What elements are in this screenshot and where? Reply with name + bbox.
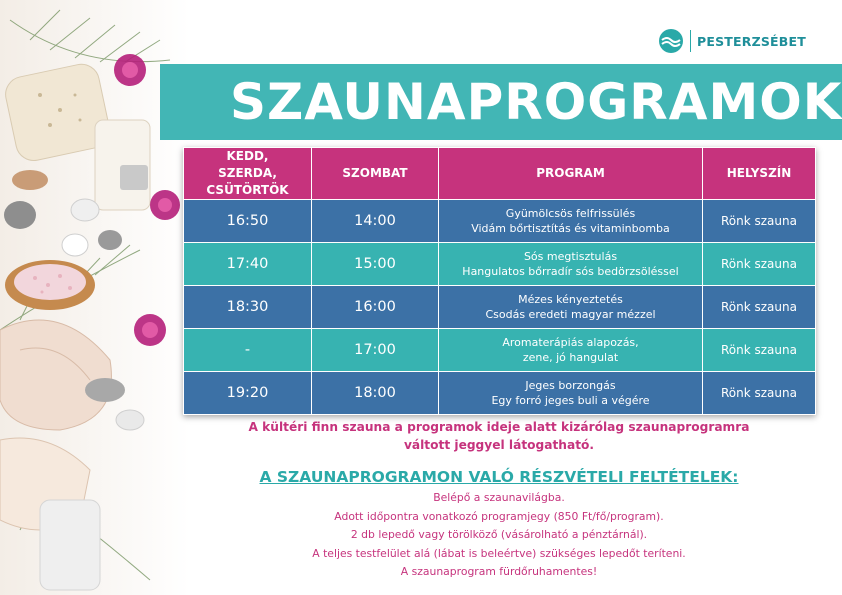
location-cell: Rönk szauna <box>703 200 816 243</box>
header-saturday: SZOMBAT <box>312 148 439 200</box>
note-line-1: A kültéri finn szauna a programok ideje alatt kizárólag szaunaprogramra <box>248 420 750 434</box>
header-weekdays: KEDD, SZERDA, CSÜTÖRTÖK <box>184 148 312 200</box>
weekday-time-cell: 16:50 <box>184 200 312 243</box>
title-banner <box>160 64 842 140</box>
saturday-time-cell: 16:00 <box>312 286 439 329</box>
saturday-time-cell: 18:00 <box>312 372 439 415</box>
header-location: HELYSZÍN <box>703 148 816 200</box>
schedule-table <box>183 147 816 415</box>
table-row <box>184 329 816 372</box>
program-cell <box>439 286 703 329</box>
condition-item: A szaunaprogram fürdőruhamentes! <box>400 565 598 578</box>
program-description: Vidám bőrtisztítás és vitaminbomba <box>471 222 670 235</box>
sauna-access-note <box>183 418 815 454</box>
program-title: Gyümölcsös felfrissülés <box>505 207 636 220</box>
table-row <box>184 286 816 329</box>
conditions-title: A SZAUNAPROGRAMON VALÓ RÉSZVÉTELI FELTÉTELEK: <box>259 468 739 486</box>
program-cell <box>439 372 703 415</box>
condition-item: Belépő a szaunavilágba. <box>433 491 565 504</box>
pesterzsebet-logo <box>658 28 806 54</box>
weekday-time-cell: - <box>184 329 312 372</box>
program-description: Egy forró jeges buli a végére <box>491 394 650 407</box>
location-cell: Rönk szauna <box>703 243 816 286</box>
location-cell: Rönk szauna <box>703 372 816 415</box>
saturday-time-cell: 17:00 <box>312 329 439 372</box>
program-cell <box>439 329 703 372</box>
table-row <box>184 243 816 286</box>
conditions-list <box>183 489 815 582</box>
program-title: Aromaterápiás alapozás, <box>502 336 639 349</box>
header-program: PROGRAM <box>439 148 703 200</box>
weekday-time-cell: 18:30 <box>184 286 312 329</box>
saturday-time-cell: 15:00 <box>312 243 439 286</box>
logo-divider <box>690 30 691 52</box>
program-cell <box>439 200 703 243</box>
location-cell: Rönk szauna <box>703 286 816 329</box>
program-cell <box>439 243 703 286</box>
program-title: Jeges borzongás <box>525 379 616 392</box>
program-description: Hangulatos bőrradír sós bedörzsöléssel <box>462 265 679 278</box>
table-header-row <box>184 148 816 200</box>
condition-item: A teljes testfelület alá (lábat is beleértve) szükséges lepedőt teríteni. <box>312 546 686 560</box>
program-title: Sós megtisztulás <box>523 250 618 263</box>
condition-item: Adott időpontra vonatkozó programjegy (850 Ft/fő/program). <box>334 509 664 523</box>
condition-item: 2 db lepedő vagy törölköző (vásárolható a pénztárnál). <box>350 528 648 541</box>
logo-text: PESTERZSÉBET <box>697 33 806 49</box>
program-description: Csodás eredeti magyar mézzel <box>485 308 656 321</box>
wave-circle-icon <box>658 28 684 54</box>
page-title: SZAUNAPROGRAMOK <box>230 73 842 131</box>
program-title: Mézes kényeztetés <box>518 293 623 306</box>
weekday-time-cell: 17:40 <box>184 243 312 286</box>
table-row <box>184 200 816 243</box>
table-row <box>184 372 816 415</box>
saturday-time-cell: 14:00 <box>312 200 439 243</box>
location-cell: Rönk szauna <box>703 329 816 372</box>
note-line-2: váltott jeggyel látogatható. <box>403 438 595 452</box>
weekday-time-cell: 19:20 <box>184 372 312 415</box>
program-description: zene, jó hangulat <box>522 351 619 364</box>
